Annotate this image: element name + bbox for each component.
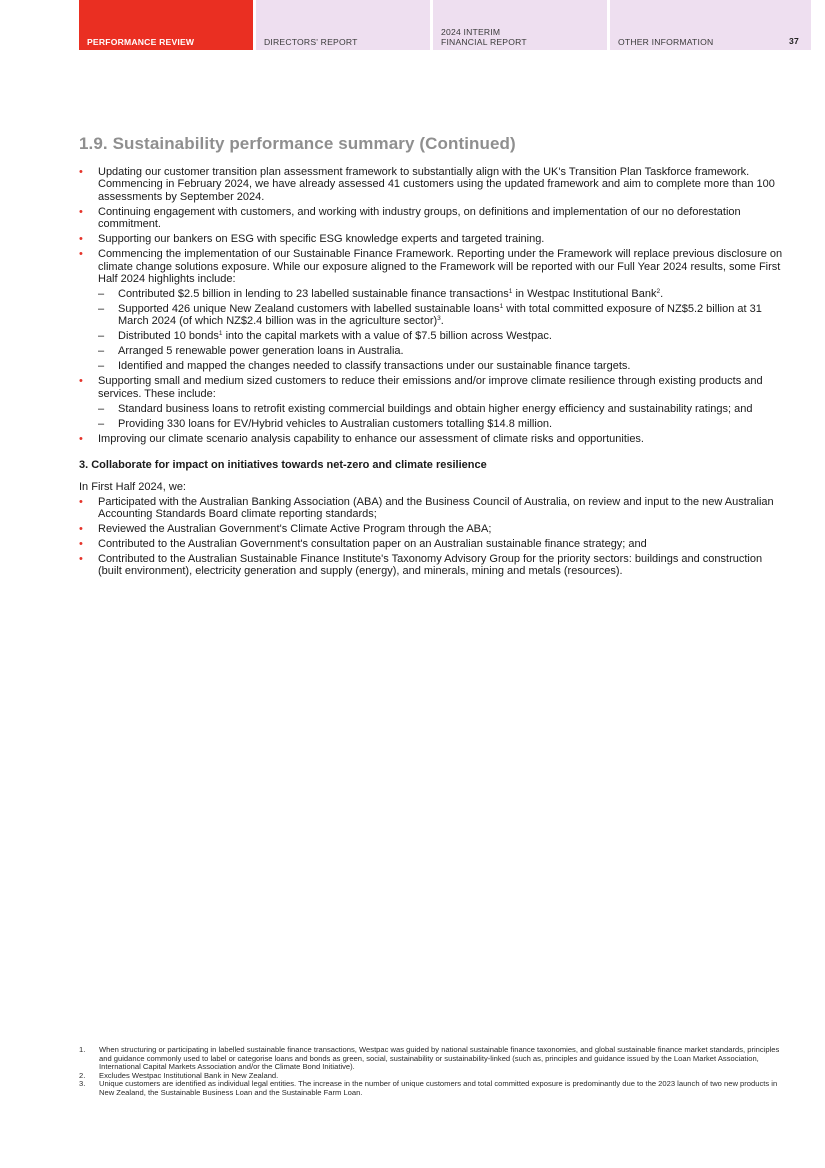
bullet-text: Improving our climate scenario analysis capability to enhance our assessment of climate risks and opportunities. xyxy=(98,432,644,445)
footnote-text: Unique customers are identified as individual legal entities. The increase in the number of unique customers and total committed exposure is predominantly due to the 2023 launch of two new products in New Zealand, the Sustainable Business Loan and the Sustainable Farm Loan. xyxy=(99,1079,778,1097)
list-item xyxy=(79,233,787,245)
section-title: 1.9. Sustainability performance summary (Continued) xyxy=(79,134,516,153)
tab-interim-financial-report[interactable] xyxy=(433,0,607,50)
header-nav xyxy=(79,0,811,50)
footnote-text: Excludes Westpac Institutional Bank in New Zealand. xyxy=(99,1070,279,1080)
footnote xyxy=(79,1046,789,1072)
bullet-text: Updating our customer transition plan assessment framework to substantially align with the UK's Transition Plan Taskforce framework. Commencing in February 2024, we have already assessed 41 customers using the updated framework and aim to complete more than 100 assessments by September 2024. xyxy=(98,166,775,203)
subsection-heading: 3. Collaborate for impact on initiatives towards net-zero and climate resilience xyxy=(79,459,487,472)
highlights-sub-list xyxy=(98,288,787,373)
sub-list-item: – Identified and mapped the changes needed to classify transactions under our sustainable finance targets. xyxy=(98,360,787,372)
main-content xyxy=(79,166,787,580)
footnote-ref: 1 xyxy=(499,303,504,311)
tab-label-line1: 2024 INTERIM xyxy=(441,27,501,37)
tab-label: OTHER INFORMATION xyxy=(618,37,714,47)
list-item xyxy=(79,375,787,430)
bullet-text: Continuing engagement with customers, and working with industry groups, on definitions and implementation of our no deforestation commitment. xyxy=(98,205,741,231)
footnote-text: When structuring or participating in labelled sustainable finance transactions, Westpac was guided by national sustainable finance taxonomies, and global sustainable finance market standards, principles and guidance commonly used to label or categorise loans and bonds as green, social, sustainability or sustainability-linked (such as, principles and guidance issued by the Loan Market Association, International Capital Markets Association and/or the Climate Bond Initiative). xyxy=(99,1045,780,1071)
footnote-ref: 1 xyxy=(218,330,223,338)
sub-list-item: – Contributed $2.5 billion in lending to 23 labelled sustainable finance transactions$^1$ in Westpac Institutional Bank$^2$. xyxy=(98,288,787,300)
bullet-text: Supporting small and medium sized customers to reduce their emissions and/or improve climate resilience through existing products and services. These include: xyxy=(98,375,763,400)
footnote-ref: 2 xyxy=(656,288,661,296)
bullet-text: Supporting our bankers on ESG with specific ESG knowledge experts and targeted training. xyxy=(98,233,545,246)
footnote-ref: 3 xyxy=(437,315,441,323)
sub-list-item: – Supported 426 unique New Zealand customers with labelled sustainable loans$^1$ with total committed exposure of NZ$5.2 billion at 31 March 2024 (of which NZ$2.4 billion was in the agriculture sector)$^3$. xyxy=(98,303,787,328)
list-item xyxy=(79,166,787,203)
footnote xyxy=(79,1080,789,1097)
list-item: • Participated with the Australian Banking Association (ABA) and the Business Council of Australia, on review and input to the new Australian Accounting Standards Board climate reporting standards; xyxy=(79,496,787,521)
tab-other-information[interactable] xyxy=(610,0,811,50)
footnote-number: 1. xyxy=(79,1045,86,1054)
tab-performance-review[interactable] xyxy=(79,0,253,50)
tab-directors-report[interactable] xyxy=(256,0,430,50)
sub-list-item: – Standard business loans to retrofit existing commercial buildings and obtain higher energy efficiency and sustainability ratings; and xyxy=(98,403,787,415)
page-number: 37 xyxy=(789,36,799,46)
sustainability-bullet-list xyxy=(79,166,787,445)
footnote-number: 2. xyxy=(79,1070,86,1080)
sme-sub-list xyxy=(98,403,787,430)
list-item xyxy=(79,433,787,445)
tab-label: PERFORMANCE REVIEW xyxy=(87,37,195,47)
sub-list-item: – Arranged 5 renewable power generation loans in Australia. xyxy=(98,345,787,357)
sub-list-item: – Providing 330 loans for EV/Hybrid vehicles to Australian customers totalling $14.8 million. xyxy=(98,418,787,430)
collaboration-bullet-list xyxy=(79,496,787,578)
subsection-intro: In First Half 2024, we: xyxy=(79,480,186,493)
list-item: • Contributed to the Australian Sustainable Finance Institute's Taxonomy Advisory Group for the priority sectors: buildings and construction (built environment), electricity generation and supply (energy), and minerals, mining and metals (resources). xyxy=(79,553,787,578)
tab-label-line2: FINANCIAL REPORT xyxy=(441,37,527,47)
list-item: • Reviewed the Australian Government's Climate Active Program through the ABA; xyxy=(79,523,787,535)
list-item: • Contributed to the Australian Government's consultation paper on an Australian sustainable finance strategy; and xyxy=(79,538,787,550)
bullet-text: Commencing the implementation of our Sustainable Finance Framework. Reporting under the Framework will replace previous disclosure on climate change solutions exposure. While our exposure aligned to the Framework will be reported with our Full Year 2024 results, some First Half 2024 highlights include: xyxy=(98,248,783,286)
tab-label: DIRECTORS' REPORT xyxy=(264,37,358,47)
footnotes xyxy=(79,1046,789,1097)
list-item xyxy=(79,206,787,231)
footnote-number: 3. xyxy=(79,1079,86,1088)
list-item xyxy=(79,248,787,373)
footnote-ref: 1 xyxy=(508,288,513,296)
sub-list-item: – Distributed 10 bonds$^1$ into the capital markets with a value of $7.5 billion across Westpac. xyxy=(98,330,787,342)
